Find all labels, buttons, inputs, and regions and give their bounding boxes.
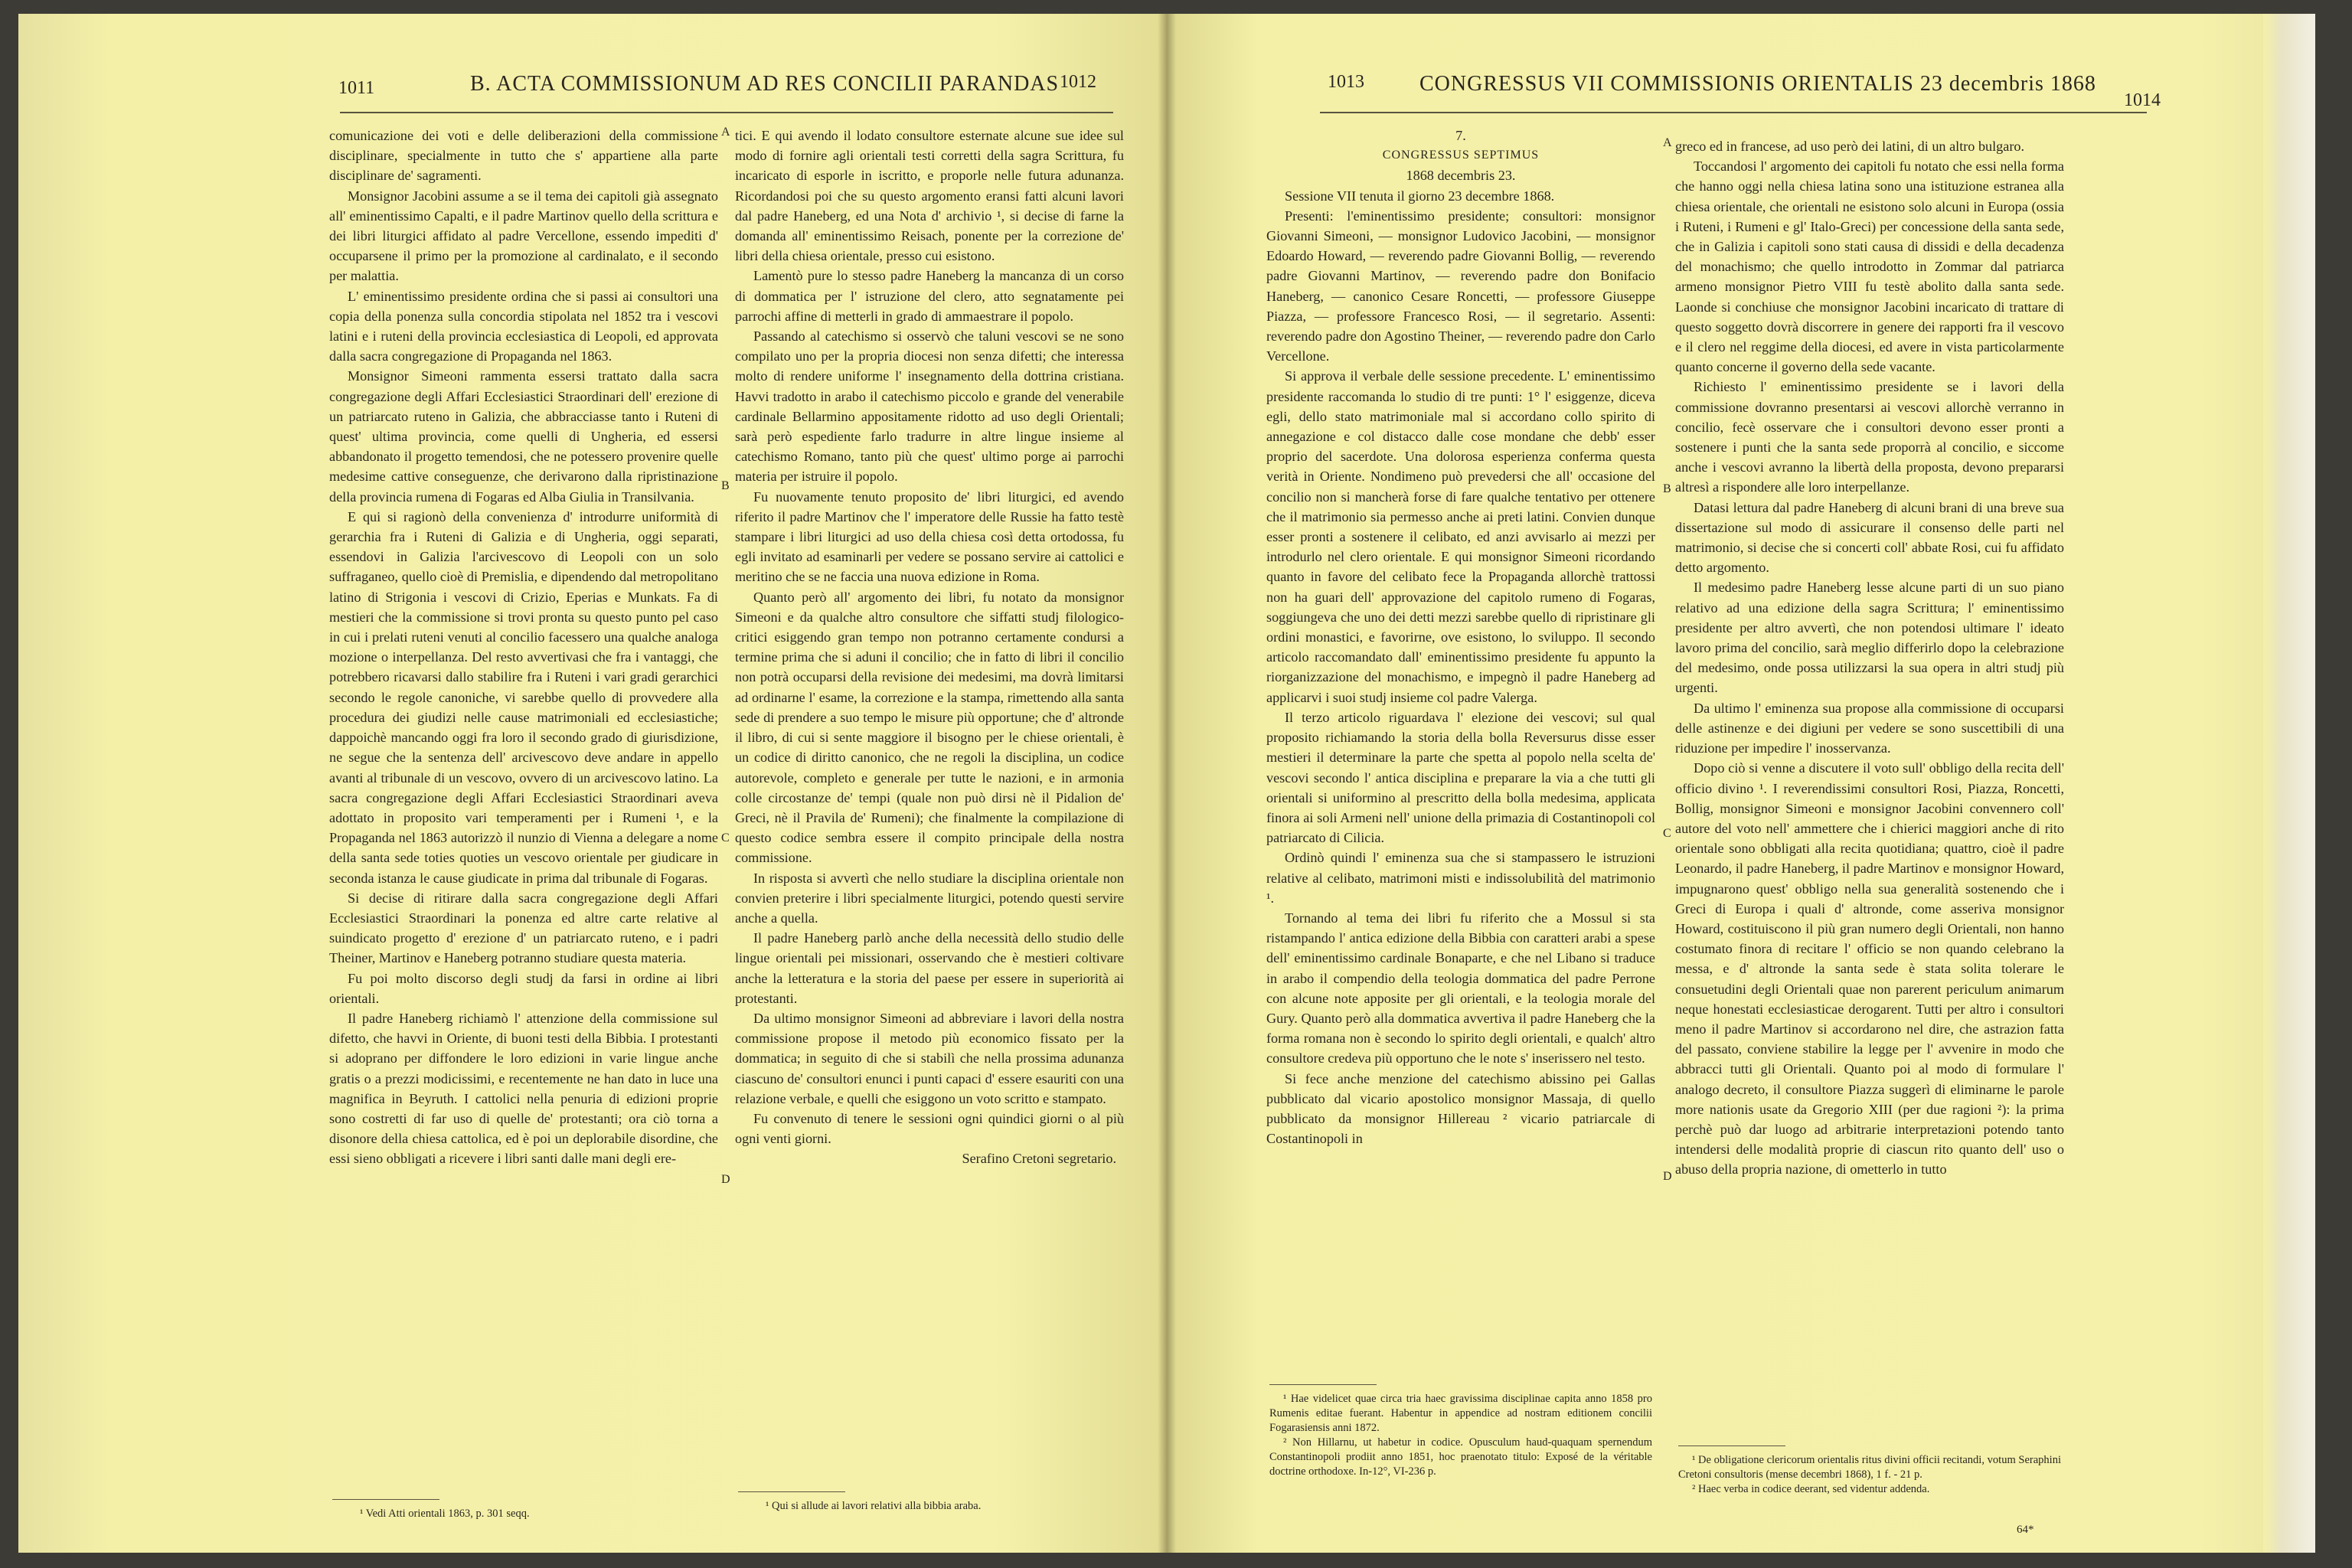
left-header-rule: [340, 112, 1113, 113]
paragraph: In risposta si avvertì che nello studiare la disciplina orientale non convien preterire i libri specialmente liturgici, potendo questi servire anche a quella.: [735, 870, 1124, 926]
margin-letter: A: [721, 126, 730, 139]
margin-letter: C: [1663, 827, 1671, 840]
left-column-2: [735, 126, 1124, 1169]
left-page: [18, 14, 1167, 1553]
right-footnotes-2: [1678, 1453, 2061, 1497]
paragraph: Monsignor Simeoni rammenta essersi trattato dalla sacra congregazione degli Affari Ecclesiastici Straordinari dell' erezione di un patriarcato ruteno in Galizia, che abbracciasse tanto i Ruteni di quest' ultima provincia, come quelli di Ungheria, ed essersi abbandonato il progetto temendosi, che ne potessero provenire quelle medesime cattive conseguenze, che derivarono dalla ripristinazione della provincia rumena di Fogaras ed Alba Giulia in Transilvania.: [329, 368, 718, 505]
paragraph: Tornando al tema dei libri fu riferito che a Mossul si sta ristampando l' antica edizione della Bibbia con caratteri arabi a spese dell' eminentissimo cardinale Bonaparte, e che nel Libano si traduce in arabo il compendio della teologia dommatica del padre Perrone con alcune note apposite per gli orientali, e la teologia morale del Gury. Quanto però alla dommatica avvertiva il padre Haneberg che la forma romana non è secondo lo spirito degli orientali, e qualch' altro consultore credeva più opportuno che le note s' inserissero nel testo.: [1266, 910, 1655, 1067]
margin-letter: D: [721, 1173, 730, 1186]
section-title: CONGRESSUS SEPTIMUS: [1382, 149, 1540, 162]
paragraph: Fu poi molto discorso degli studj da farsi in ordine ai libri orientali.: [329, 970, 718, 1006]
footnote-rule: [332, 1499, 439, 1500]
paragraph: tici. E qui avendo il lodato consultore esternate alcune sue idee sul modo di fornire agli orientali testi corretti della sagra Scrittura, fu incaricato di esporle in iscritto, e proporle nelle futura adunanza. Ricordandosi poi che su questo argomento eransi fatti alcuni lavori dal padre Haneberg, ed una Nota d' archivio ¹, si decise di farne la domanda all' eminentissimo Reisach, ponente per la correzione de' libri della chiesa orientale, presso cui esistono.: [735, 128, 1124, 264]
margin-letter: D: [1663, 1170, 1672, 1183]
margin-letter: C: [721, 831, 730, 844]
left-footnote-1: ¹ Vedi Atti orientali 1863, p. 301 seqq.: [360, 1508, 530, 1520]
paragraph: Fu nuovamente tenuto proposito de' libri liturgici, ed avendo riferito il padre Martinov che l' imperatore delle Russie ha fatto testè stampare i libri liturgici ad uso della chiesa così detta ortodossa, fu egli invitato ad esaminarli per vedere se possano servire ai cattolici e meritino che se ne faccia una nuova edizione in Roma.: [735, 488, 1124, 585]
left-running-header: B. ACTA COMMISSIONUM AD RES CONCILII PARANDAS: [470, 72, 1060, 96]
right-page-number-inner: 1013: [1328, 72, 1364, 92]
footnote: ² Haec verba in codice deerant, sed videntur addenda.: [1692, 1483, 1930, 1495]
paragraph: Da ultimo l' eminenza sua propose alla commissione di occuparsi delle astinenze e dei digiuni per vedere se sono suscettibili di una riduzione per impedire l' inosservanza.: [1675, 700, 2064, 756]
right-footnotes-1: [1269, 1392, 1652, 1479]
paragraph: Lamentò pure lo stesso padre Haneberg la mancanza di un corso di dommatica per l' istruzione del clero, atto segnatamente pei parrochi affine di metterli in grado di ammaestrare il popolo.: [735, 268, 1124, 324]
paragraph: Si approva il verbale delle sessione precedente. L' eminentissimo presidente raccomanda lo studio di tre punti: 1° l' esiggenze, diceva egli, dello stato matrimoniale mal si accordano collo spirito di annegazione e col distacco dalle cose mondane che debb' esser proprio del sacerdote. Una dolorosa esperienza conferma questa verità in Oriente. Nondimeno può prevedersi che all' occasione del concilio non si mancherà forse di fare qualche tentativo per ottenere che il matrimonio sia permesso anche ai preti latini. Convien dunque esser pronti a sostenere il celibato, ed anzi avvisarlo ai mezzi per introdurlo nel clero orientale. E qui monsignor Simeoni ricordando quanto in favore del celibato fece la Propaganda allorchè trattossi non ha guari dell' approvazione del capitolo rumeno di Fogaras, soggiungeva che uno dei detti mezzi sarebbe quello di ripristinare gli ordini monastici, e favorirne, ove esistono, lo sviluppo. Il secondo articolo raccomandato dall' eminentissimo presidente fu appunto la riorganizzazione del monachismo, e impegnò il padre Haneberg ad applicarvi i suoi studj insieme col padre Valerga.: [1266, 368, 1655, 705]
paragraph: Il padre Haneberg parlò anche della necessità dello studio delle lingue orientali pei missionari, osservando che è mestieri coltivare anche la letteratura e la storia del paese per essere in superiorità ai protestanti.: [735, 930, 1124, 1006]
paragraph: Fu convenuto di tenere le sessioni ogni quindici giorni o al più ogni venti giorni.: [735, 1110, 1124, 1147]
signature-mark: 64*: [2017, 1524, 2034, 1536]
paragraph: Ordinò quindi l' eminenza sua che si stampassero le istruzioni relative al celibato, matrimoni misti e indissolubilità del matrimonio ¹.: [1266, 850, 1655, 906]
paragraph: Il terzo articolo riguardava l' elezione dei vescovi; sul qual proposito richiamando la storia della bolla Reversurus disse esser mestieri il determinare la parte che spetta al popolo nella scelta de' vescovi secondo l' antica disciplina e preparare la via a che tutti gli orientali si uniformino al prescritto della bolla medesima, applicata finora ai soli Armeni nell' unione della primazia di Costantinopoli col patriarcato di Cilicia.: [1266, 709, 1655, 846]
paragraph: Si fece anche menzione del catechismo abissino pei Gallas pubblicato dal vicario apostolico monsignor Massaja, di quello pubblicato da monsignor Hillereau ² vicario patriarcale di Costantinopoli in: [1266, 1070, 1655, 1147]
left-footnote-2: ¹ Qui si allude ai lavori relativi alla bibbia araba.: [766, 1500, 982, 1512]
paragraph: Passando al catechismo si osservò che taluni vescovi se ne sono compilato uno per la propria diocesi non senza difetti; che interessa molto di rendere uniforme l' insegnamento della dottrina cristiana. Havvi tradotto in arabo il catechismo piccolo e grande del venerabile cardinale Bellarmino appositamente ridotto ad uso degli Orientali; sarà però espediente farlo tradurre in altre lingue insieme al catechismo Romano, tanto più che quest' ultimo porge ai parrochi materia per istruire il popolo.: [735, 328, 1124, 485]
footnote: ¹ Hae videlicet quae circa tria haec gravissima disciplinae capita anno 1858 pro Rumenis editae fuerant. Habentur in appendice ad nostram editionem concilii Fogarasiensis anni 1872.: [1269, 1393, 1652, 1434]
right-running-header: CONGRESSUS VII COMMISSIONIS ORIENTALIS 23 decembris 1868: [1419, 72, 2096, 96]
paragraph: Si decise di ritirare dalla sacra congregazione degli Affari Ecclesiastici Straordinari la ponenza ed altre carte relative al suindicato progetto d' erezione d' un patriarcato ruteno, e i padri Theiner, Martinov e Haneberg potranno studiare questa materia.: [329, 890, 718, 966]
footnote: ¹ De obligatione clericorum orientalis ritus divini officii recitandi, votum Seraphini Cretoni consultoris (mense decembri 1868), 1 f. - 21 p.: [1678, 1454, 2061, 1481]
left-column-1: [329, 126, 718, 1169]
footnote-rule: [1269, 1384, 1377, 1385]
paragraph: Monsignor Jacobini assume a se il tema dei capitoli già assegnato all' eminentissimo Capalti, e il padre Martinov quello della scrittura e dei libri liturgici affidato al padre Vercellone, essendo impediti d' occuparsene il primo per la promozione al cardinalato, e il secondo per malattia.: [329, 188, 718, 284]
paragraph: greco ed in francese, ad uso però dei latini, di un altro bulgaro.: [1675, 139, 2025, 154]
paragraph: Richiesto l' eminentissimo presidente se i lavori della commissione dovranno presentarsi ai vescovi allorchè verranno in concilio, fecè osservare che i consultori devono esser pronti a sostenere i punti che la santa sede proporrà al concilio, e siccome anche i vescovi avranno la libertà della proposta, devono prepararsi altresì a rispondere alle loro interpellanze.: [1675, 379, 2064, 495]
right-page: [1167, 14, 2315, 1553]
paragraph: Il padre Haneberg richiamò l' attenzione della commissione sul difetto, che havvi in Oriente, di buoni testi della Bibbia. I protestanti si adoprano per diffondere le loro edizioni in varie lingue anche gratis o a prezzi modicissimi, e recentemente ne han dato in luce una magnifica in Beyruth. I cattolici nella penuria di edizioni proprie sono costretti di far uso di quelle de' protestanti; ora ciò torna a disonore della chiesa cattolica, ed è poi un deplorabile disordine, che essi sieno obbligati a ricevere i libri santi dalle mani degli ere-: [329, 1010, 718, 1167]
paragraph: comunicazione dei voti e delle deliberazioni della commissione disciplinare, specialmente in tutto che s' appartiene alla parte disciplinare de' sagramenti.: [329, 128, 718, 184]
paragraph: Quanto però all' argomento dei libri, fu notato da monsignor Simeoni e da qualche altro consultore che siffatti studj filologico-critici esiggendo gran tempo non potranno certamente condursi a termine prima che si aduni il concilio; che in fatto di libri il concilio non potrà occuparsi della revisione dei medesimi, ma dovrà limitarsi ad ordinarne l' esame, la correzione e la stampa, rimettendo alla santa sede di prendere a suo tempo le misure più opportune; che d' altronde il libro, di cui si sente maggiore il bisogno per le chiese orientali, è un codice di diritto canonico, che ne regoli la disciplina, un codice autorevole, completo e generale per tutte le nazioni, e in armonia colle circostanze de' tempi (quale non può dirsi nè il Pidalion de' Greci, nè il Pravila de' Rumeni); che finalmente la compilazione di questo codice sembra essere il compito principale della nostra commissione.: [735, 589, 1124, 866]
left-page-number: 1011: [338, 78, 375, 98]
footnote-rule: [738, 1491, 845, 1492]
paragraph: Dopo ciò si venne a discutere il voto sull' obbligo della recita dell' officio divino ¹. I reverendissimi consultori Rosi, Piazza, Roncetti, Bollig, monsignor Simeoni e monsignor Jacobini convennero coll' autore del voto nell' ammettere che i chierici maggiori anche di rito orientale sono obbligati alla recita quotidiana; quattro, cioè il padre Leonardo, il padre Haneberg, il padre Martinov e monsignor Howard, impugnarono quest' obbligo nella sua generalità sostenendo che i Greci di Europa i quali d' altronde, come asseriva monsignor Howard, costituiscono il più gran numero degli Orientali, non hanno costumato finora di recitare l' officio se non quando celebrano la messa, e d' altronde la santa sede è stata solita tolerare le consuetudini degli Orientali quae non parerent periculum animarum neque honestati ecclesiasticae derogarent. Tutti per altro i consultori meno il padre Martinov si accordarono nel dire, che astrazion fatta del passato, conviene stabilire la legge per l' avvenire in modo che abbracci tutti gli Orientali. Quanto poi al modo di formulare l' analogo decreto, il consultore Piazza suggerì di eliminarne le parole more nationis usate da Gregorio XIII (per due ragioni ²): la prima perchè può dar luogo ad arbitrarie interpretazioni potendo tanto intendersi delle modalità proprie di ciascun rito quanto dell' uso o abuso della propria nazione, di ometterlo in tutto: [1675, 760, 2064, 1178]
margin-letter: B: [721, 479, 730, 492]
book-gutter: [1158, 14, 1176, 1553]
right-header-rule: [1320, 112, 2147, 113]
margin-letter: A: [1663, 136, 1672, 149]
paragraph: E qui si ragionò della convenienza d' introdurre uniformità di gerarchia fra i Ruteni di Galizia e di Ungheria, oggi separati, essendovi in Galizia l'arcivescovo di Leopoli con un solo suffraganeo, quello cioè di Premislia, e dipendendo dal metropolitano latino di Strigonia i vescovi di Crizio, Eperias e Munkats. Fa di mestieri che la commissione si trovi pronta su questo punto pel caso in cui i prelati ruteni venuti al concilio facessero una qualche analoga mozione o interpellanza. Del resto avvertivasi che fra i vantaggi, che potrebbero ricavarsi dallo stabilire fra i Ruteni i vari gradi gerarchici secondo le regole canoniche, vi sarebbe quello di provvedere alla procedura dei giudizi nelle cause matrimoniali ed ecclesiastiche; dappoichè mancando oggi fra loro il secondo grado di giurisdizione, ne segue che la sentenza dell' arcivescovo deve andare in appello avanti al tribunale di un vescovo, ovvero di un arcivescovo latino. La sacra congregazione degli Affari Ecclesiastici Straordinari aveva adottato in proposito vari temperamenti per i Rumeni ¹, e la Propaganda nel 1863 autorizzò il nunzio di Vienna a delegare a nome della santa sede toties quoties un vescovo orientale per giudicare in seconda istanza le cause giudicate in prima dal tribunale di Fogaras.: [329, 508, 718, 886]
paragraph: Toccandosi l' argomento dei capitoli fu notato che essi nella forma che hanno oggi nella chiesa latina sono una istituzione estranea alla chiesa orientale, che orientali ne esistono solo alcuni in Europa (ossia i Ruteni, i Rumeni e gl' Italo-Greci) per concessione della santa sede, che in Galizia i capitoli sono stati causa di dissidi e della decadenza del monachismo; che quello introdotto in Zommar dal patriarca armeno monsignor Pietro VIII fu testè abolito dalla santa sede. Laonde si conchiuse che monsignor Jacobini incaricato di trattare di questo soggetto dovrà discorrere in genere dei rapporti fra il vescovo e il clero nel reggime della diocesi, ed avere in vista particolarmente quanto concerne il governo della sede vacante.: [1675, 158, 2064, 375]
margin-letter: B: [1663, 482, 1671, 495]
paragraph: Da ultimo monsignor Simeoni ad abbreviare i lavori della nostra commissione propose il metodo più economico fissato per la dommatica; in seguito di che si stabilì che nella prossima adunanza ciascuno de' consultori enunci i punti capaci d' essere esauriti con una relazione verbale, e quelli che esiggono un voto scritto e stampato.: [735, 1010, 1124, 1106]
paragraph: Datasi lettura dal padre Haneberg di alcuni brani di una breve sua dissertazione sul modo di assicurare il consenso delle parti nel matrimonio, si decise che si concerti coll' abbate Rosi, cui fu affidato detto argomento.: [1675, 499, 2064, 576]
left-page-number-inner: 1012: [1060, 72, 1096, 92]
paragraph: L' eminentissimo presidente ordina che si passi ai consultori una copia della ponenza sulla concordia stipolata nel 1852 tra i vescovi latini e i ruteni della provincia ecclesiastica di Leopoli, ed approvata dalla sacra congregazione di Propaganda nel 1863.: [329, 288, 718, 364]
right-page-number: 1014: [2124, 90, 2161, 110]
section-number: 7.: [1455, 128, 1466, 143]
paragraph: Presenti: l'eminentissimo presidente; consultori: monsignor Giovanni Simeoni, — monsignor Ludovico Jacobini, — monsignor Edoardo Howard, — reverendo padre Giovanni Bollig, — reverendo padre Giovanni Martinov, — reverendo padre don Bonifacio Haneberg, — canonico Cesare Roncetti, — professore Giuseppe Piazza, — professore Francesco Rosi, — il segretario. Assenti: reverendo padre don Agostino Theiner, — reverendo padre don Carlo Vercellone.: [1266, 207, 1655, 364]
paragraph: Sessione VII tenuta il giorno 23 decembre 1868.: [1285, 188, 1555, 204]
book-spread: [18, 14, 2315, 1553]
paragraph: Il medesimo padre Haneberg lesse alcune parti di un suo piano relativo ad una edizione della sagra Scrittura; l' eminentissimo presidente per altro avvertì, che non potendosi ultimare l' ideato lavoro prima del concilio, sarà meglio differirlo dopo la celebrazione del medesimo, onde possa utilizzarsi la sua opera in altri studj più urgenti.: [1675, 580, 2064, 696]
right-page-edge: [2263, 14, 2315, 1553]
section-date: 1868 decembris 23.: [1406, 168, 1516, 184]
right-column-2: [1675, 136, 2064, 1180]
footnote: ² Non Hillarnu, ut habetur in codice. Opusculum haud-quaquam spernendum Constantinopoli prodiit anno 1851, hoc praenotato titulo: Exposé de la véritable doctrine orthodoxe. In-12°, VI-236 p.: [1269, 1436, 1652, 1478]
secretary-signature: Serafino Cretoni segretario.: [962, 1151, 1116, 1167]
right-column-1: [1266, 126, 1655, 1148]
